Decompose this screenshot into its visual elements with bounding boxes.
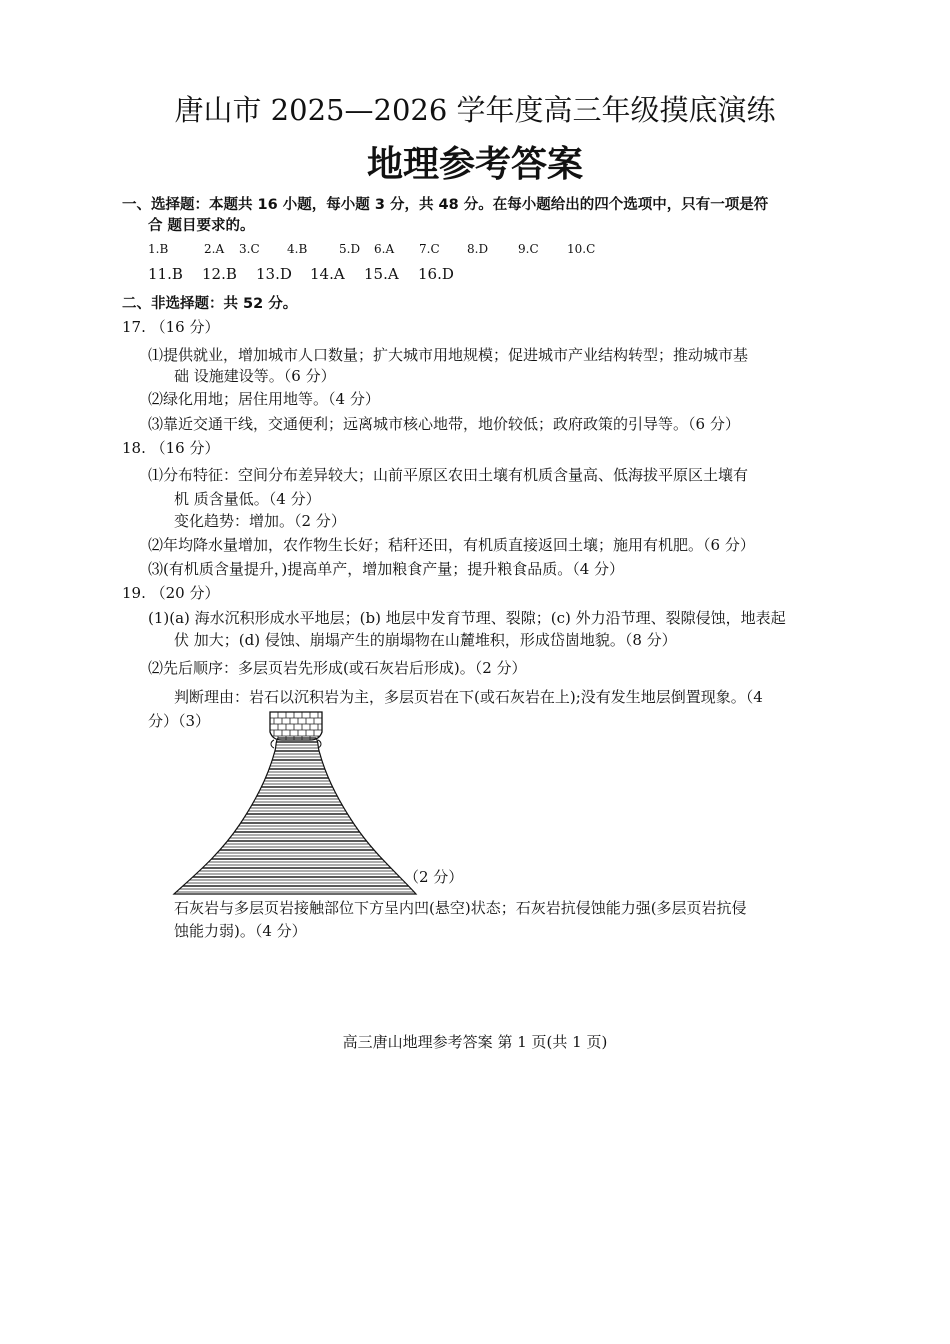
part2-heading: 二、非选择题：共 52 分。 [122,296,298,312]
q17-answer-1-line2: 础 设施建设等。（6 分） [174,367,336,385]
answer-item: 7.C [419,242,440,256]
q18-answer-1-line2: 机 质含量低。（4 分） [174,490,321,508]
q19-answer-1-line2: 伏 加大；(d) 侵蚀、崩塌产生的崩塌物在山麓堆积，形成岱崮地貌。（8 分） [174,631,677,649]
part1-heading-line1: 一、选择题：本题共 16 小题，每小题 3 分，共 48 分。在每小题给出的四个选项中，只有一项是符 [122,197,769,213]
answer-item: 1.B [148,242,169,256]
q19-label: 19. （20 分） [122,584,220,602]
q17-answer-2: ⑵绿化用地；居住用地等。（4 分） [148,390,380,408]
answer-item: 11.B [148,265,183,283]
answer-item: 12.B [202,265,237,283]
q17-label: 17. （16 分） [122,318,220,336]
answer-item: 16.D [418,265,454,283]
q19-answer-2-line2: 判断理由：岩石以沉积岩为主，多层页岩在下(或石灰岩在上);没有发生地层倒置现象。（4 [174,688,763,706]
part1-heading-line2: 合 题目要求的。 [148,218,255,234]
doc-subtitle: 地理参考答案 [366,144,583,185]
answer-item: 10.C [567,242,596,256]
q18-answer-1-line3: 变化趋势：增加。（2 分） [174,512,346,530]
q18-label: 18. （16 分） [122,439,220,457]
answer-item: 5.D [339,242,361,256]
q19-answer-3-line2: 蚀能力弱)。（4 分） [174,922,307,940]
answer-item: 15.A [364,265,399,283]
answer-item: 13.D [256,265,292,283]
landform-sketch [170,706,420,896]
answer-item: 6.A [374,242,395,256]
q19-answer-2-line3: 分）（3） [148,712,211,730]
doc-title: 唐山市 2025—2026 学年度高三年级摸底演练 [174,93,776,127]
q19-answer-1-line1: (1)(a) 海水沉积形成水平地层；(b) 地层中发育节理、裂隙；(c) 外力沿节理、裂隙侵蚀，地表起 [148,609,786,627]
answer-item: 8.D [467,242,489,256]
q17-answer-1-line1: ⑴提供就业，增加城市人口数量；扩大城市用地规模；促进城市产业结构转型；推动城市基 [148,346,749,364]
q17-answer-3: ⑶靠近交通干线，交通便利；远离城市核心地带，地价较低；政府政策的引导等。（6 分） [148,415,740,433]
q18-answer-2: ⑵年均降水量增加，农作物生长好；秸秆还田，有机质直接返回土壤；施用有机肥。（6 分） [148,536,755,554]
answer-item: 14.A [310,265,345,283]
q19-answer-3-line1: 石灰岩与多层页岩接触部位下方呈内凹(悬空)状态；石灰岩抗侵蚀能力强(多层页岩抗侵 [174,899,747,917]
answer-item: 2.A [204,242,225,256]
answer-item: 3.C [239,242,260,256]
q18-answer-1-line1: ⑴分布特征：空间分布差异较大；山前平原区农田土壤有机质含量高、低海拔平原区土壤有 [148,466,749,484]
answer-item: 4.B [287,242,308,256]
answer-item: 9.C [518,242,539,256]
q19-answer-2-line1: ⑵先后顺序：多层页岩先形成(或石灰岩后形成)。（2 分） [148,659,527,677]
figure-score: （2 分） [404,868,464,886]
page-footer: 高三唐山地理参考答案 第 1 页(共 1 页) [342,1033,608,1051]
q18-answer-3: ⑶(有机质含量提升，)提高单产，增加粮食产量；提升粮食品质。（4 分） [148,560,625,578]
